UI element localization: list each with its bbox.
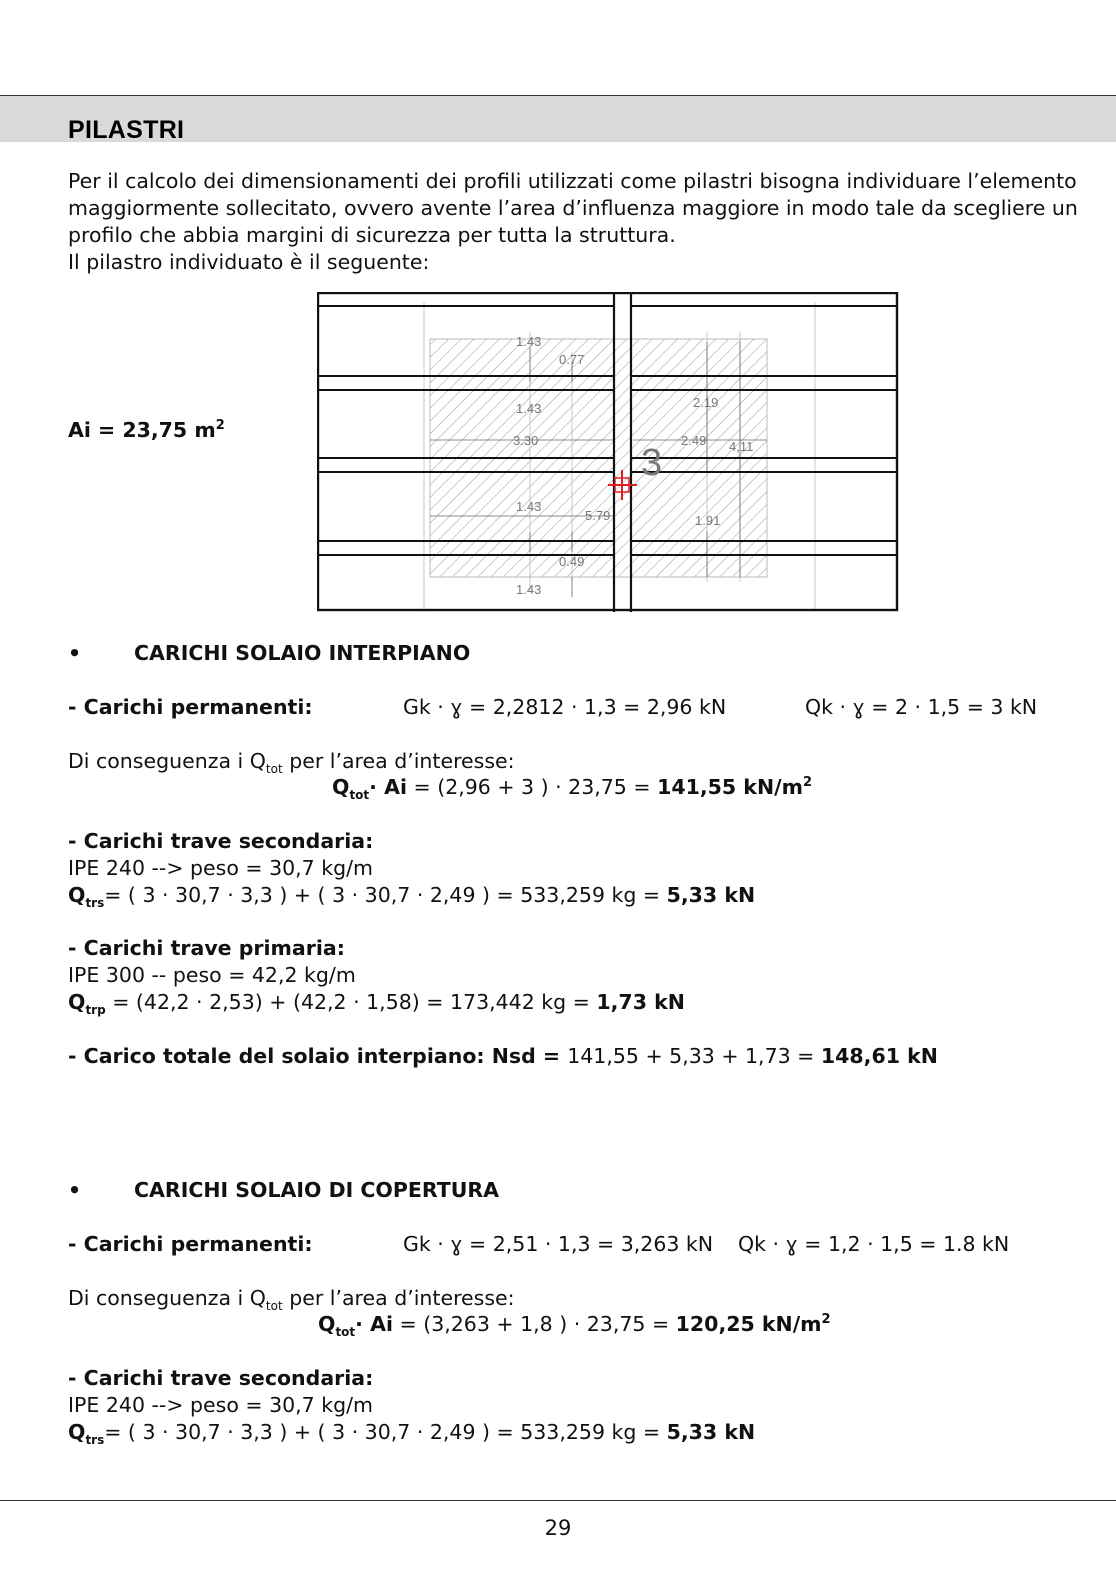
qtot-formula [332,775,812,802]
qtot-ai: · Ai [355,1312,393,1336]
qtot-exponent: 2 [802,775,812,790]
dim-label: 1.43 [516,401,542,416]
qtrs-sub: trs [85,1433,105,1447]
secondary-beam-label: - Carichi trave secondaria: [68,1366,374,1390]
qtot-exponent: 2 [821,1312,831,1327]
intro-line: profilo che abbia margini di sicurezza per tutta la struttura. [68,223,676,247]
secondary-beam-ipe: IPE 240 --> peso = 30,7 kg/m [68,856,373,880]
intro-line: maggiormente sollecitato, ovvero avente l’area d’influenza maggiore in modo tale da scegliere un [68,196,1078,220]
consequence-text: per l’area d’interesse: [282,749,515,773]
qtrp-sub: trp [85,1003,106,1017]
primary-beam-ipe: IPE 300 -- peso = 42,2 kg/m [68,963,356,987]
dim-label: 0.77 [559,352,585,367]
dim-label: 1.43 [516,582,542,597]
intro-line: Il pilastro individuato è il seguente: [68,250,430,274]
dim-label: 3.30 [513,433,539,448]
section-title: CARICHI SOLAIO INTERPIANO [134,641,471,665]
section-heading [68,641,470,665]
bullet-marker: • [68,641,82,665]
secondary-beam-label: - Carichi trave secondaria: [68,829,374,853]
total-load-line [68,1044,938,1068]
footer-rule [0,1500,1116,1501]
qtot-ai: · Ai [369,775,407,799]
influence-area-exponent: 2 [215,418,225,433]
qtrs-expression: = ( 3 · 30,7 · 3,3 ) + ( 3 · 30,7 · 2,49 ) = 533,259 kg = [104,1420,667,1444]
qtrs-result: 5,33 kN [666,883,756,907]
gk-formula: Gk · ɣ = 2,2812 · 1,3 = 2,96 kN [403,695,727,719]
qtot-sub: tot [335,1325,356,1339]
influence-area [68,418,225,442]
page-number: 29 [544,1516,572,1540]
qtot-expression: = (3,263 + 1,8 ) · 23,75 = [392,1312,676,1336]
consequence-text: Di conseguenza i Q [68,749,266,773]
dim-label: 1.91 [695,513,721,528]
qtrs-symbol: Q [68,1420,86,1444]
consequence-text: Di conseguenza i Q [68,1286,266,1310]
dim-label: 2.49 [681,433,707,448]
section-title: CARICHI SOLAIO DI COPERTURA [134,1178,500,1202]
page-title: PILASTRI [68,116,185,144]
section-heading [68,1178,499,1202]
qtrs-result: 5,33 kN [666,1420,756,1444]
primary-beam-formula [68,990,685,1017]
qtot-symbol: Q [318,1312,336,1336]
dim-label: 2.19 [693,395,719,410]
perm-label: - Carichi permanenti: [68,1232,313,1256]
total-load-result: 148,61 kN [820,1044,938,1068]
consequence-text: per l’area d’interesse: [282,1286,515,1310]
dim-label: 5.79 [585,508,611,523]
qtrp-expression: = (42,2 · 2,53) + (42,2 · 1,58) = 173,442 kg = [105,990,597,1014]
qtrp-result: 1,73 kN [596,990,685,1014]
column-number: 3 [641,442,663,484]
total-load-label: - Carico totale del solaio interpiano: Nsd = [68,1044,568,1068]
qtot-result: 120,25 kN/m [675,1312,822,1336]
intro-line: Per il calcolo dei dimensionamenti dei profili utilizzati come pilastri bisogna individuare l’elemento [68,169,1077,193]
qtot-formula [318,1312,831,1339]
intro-paragraph [68,168,1078,276]
qtot-sub: tot [349,788,370,802]
qtrs-sub: trs [85,896,105,910]
consequence-line [68,1286,515,1313]
dim-label: 4,11 [729,439,754,454]
qtrp-symbol: Q [68,990,86,1014]
qtot-symbol: Q [332,775,350,799]
gk-formula: Gk · ɣ = 2,51 · 1,3 = 3,263 kN [403,1232,714,1256]
consequence-sub: tot [265,1299,283,1313]
secondary-beam-formula [68,1420,756,1447]
qtot-expression: = (2,96 + 3 ) · 23,75 = [406,775,658,799]
dim-label: 0.49 [559,554,585,569]
column-influence-plan [317,292,899,612]
dim-label: 1.43 [516,499,542,514]
qtrs-symbol: Q [68,883,86,907]
qk-formula: Qk · ɣ = 2 · 1,5 = 3 kN [805,695,1038,719]
total-load-expression: 141,55 + 5,33 + 1,73 = [567,1044,821,1068]
plan-drawing [317,292,899,612]
dim-label: 1.43 [516,334,542,349]
secondary-beam-formula [68,883,756,910]
qtot-result: 141,55 kN/m [657,775,803,799]
secondary-beam-ipe: IPE 240 --> peso = 30,7 kg/m [68,1393,373,1417]
consequence-sub: tot [265,762,283,776]
perm-label: - Carichi permanenti: [68,695,313,719]
qk-formula: Qk · ɣ = 1,2 · 1,5 = 1.8 kN [738,1232,1010,1256]
bullet-marker: • [68,1178,82,1202]
influence-area-label: Ai = 23,75 m [68,418,216,442]
consequence-line [68,749,515,776]
qtrs-expression: = ( 3 · 30,7 · 3,3 ) + ( 3 · 30,7 · 2,49 ) = 533,259 kg = [104,883,667,907]
primary-beam-label: - Carichi trave primaria: [68,936,345,960]
